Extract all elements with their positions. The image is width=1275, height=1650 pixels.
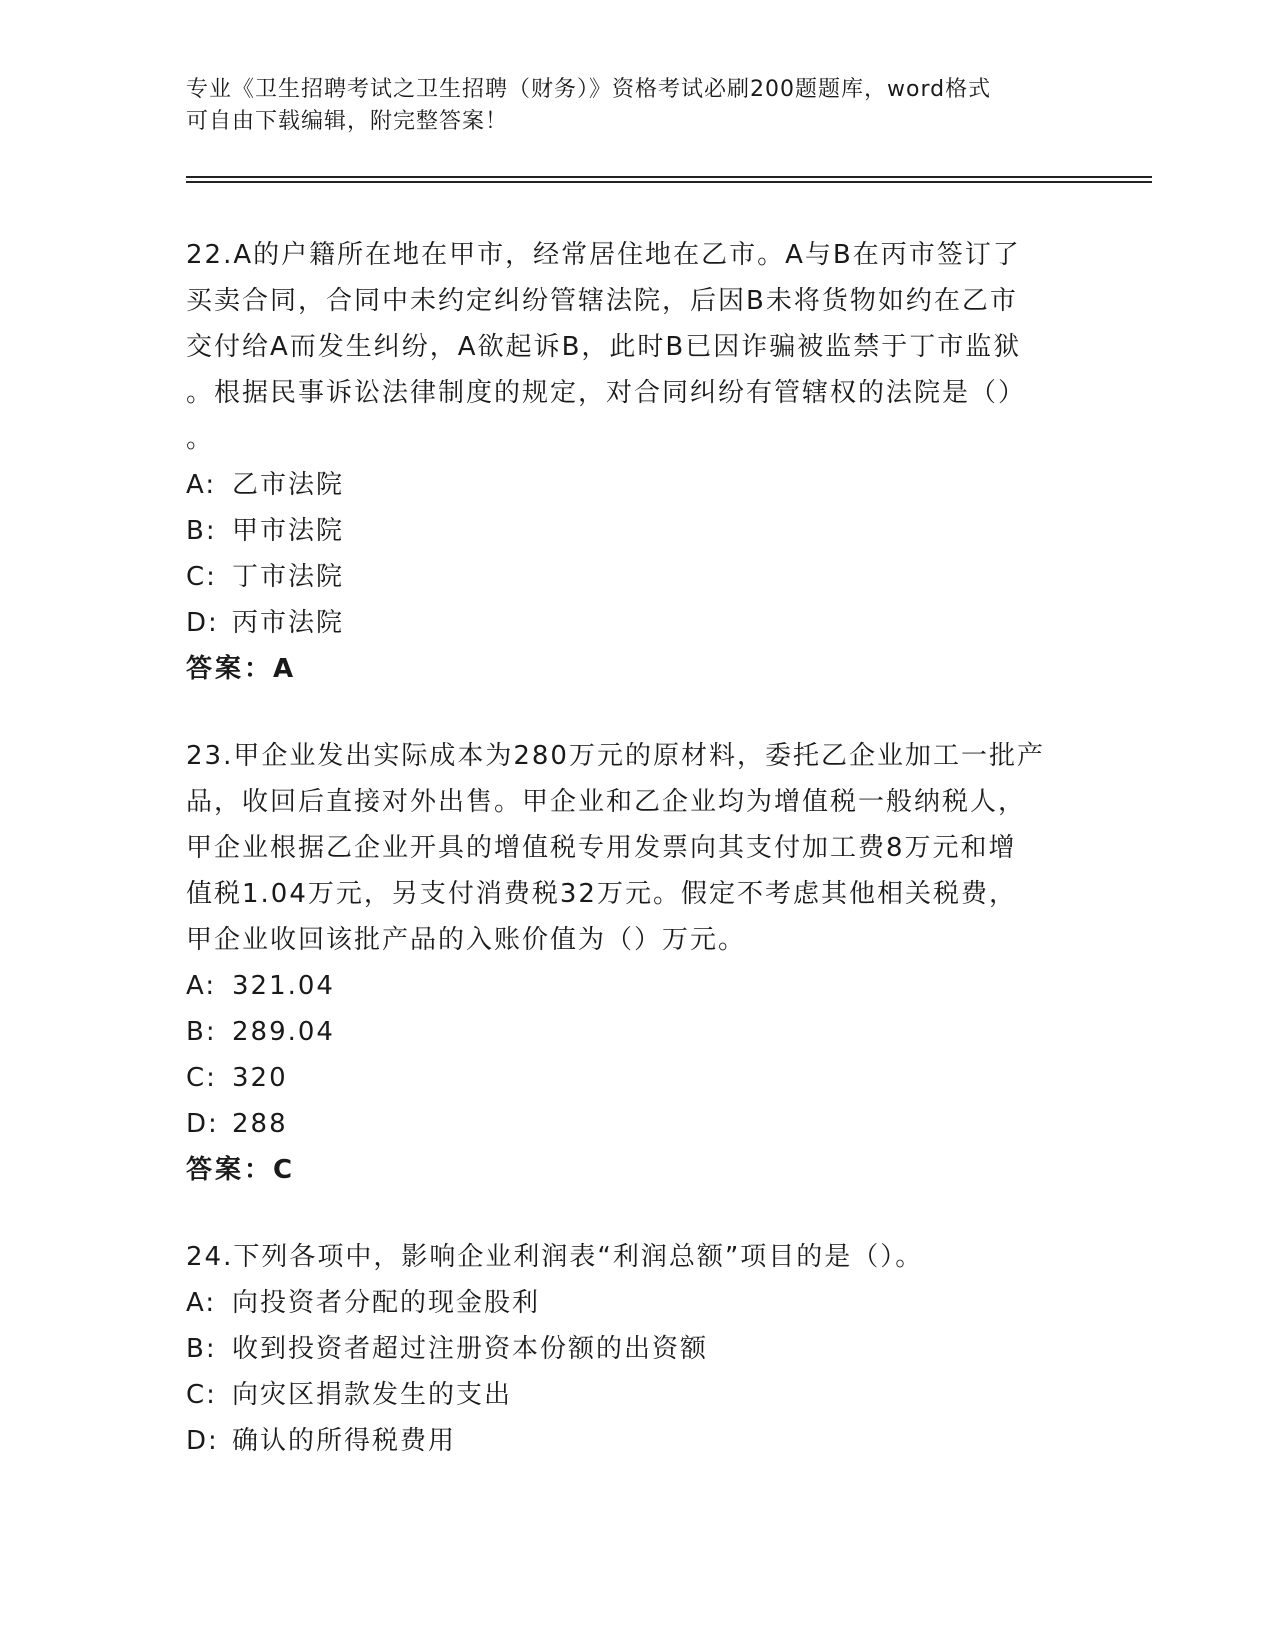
question-stem-line: 22.A的户籍所在地在甲市，经常居住地在乙市。A与B在丙市签订了 <box>186 240 1021 270</box>
option-key: A: <box>186 1288 217 1318</box>
option-c <box>186 1055 1066 1101</box>
option-text: 乙市法院 <box>232 470 345 500</box>
option-text: 向投资者分配的现金股利 <box>232 1288 541 1318</box>
option-key: C: <box>186 1380 217 1410</box>
answer-label: 答案：A <box>186 654 297 684</box>
question-stem-line: 24.下列各项中，影响企业利润表“利润总额”项目的是（）。 <box>186 1242 924 1272</box>
question-stem-line: 甲企业收回该批产品的入账价值为（）万元。 <box>186 925 747 955</box>
header-line-2: 可自由下载编辑，附完整答案！ <box>186 109 509 134</box>
option-a <box>186 963 1066 1009</box>
option-key: C: <box>186 1063 217 1093</box>
question-24 <box>186 1234 1066 1464</box>
option-text: 收到投资者超过注册资本份额的出资额 <box>232 1334 709 1364</box>
option-d <box>186 1418 1066 1464</box>
option-key: D: <box>186 1109 219 1139</box>
option-c <box>186 1372 1066 1418</box>
option-text: 289.04 <box>232 1017 335 1047</box>
option-key: B: <box>186 516 217 546</box>
option-text: 甲市法院 <box>232 516 345 546</box>
option-text: 向灾区捐款发生的支出 <box>232 1380 513 1410</box>
option-key: C: <box>186 562 217 592</box>
option-key: B: <box>186 1017 217 1047</box>
question-stem-line: 。 <box>186 424 215 454</box>
option-text: 321.04 <box>232 971 335 1001</box>
option-key: A: <box>186 971 217 1001</box>
option-b <box>186 508 1066 554</box>
question-stem-line: 甲企业根据乙企业开具的增值税专用发票向其支付加工费8万元和增 <box>186 833 1017 863</box>
header-line-1: 专业《卫生招聘考试之卫生招聘（财务）》资格考试必刷200题题库，word格式 <box>186 77 992 102</box>
option-text: 丙市法院 <box>232 608 345 638</box>
option-key: B: <box>186 1334 217 1364</box>
option-a <box>186 1280 1066 1326</box>
question-stem-line: 值税1.04万元，另支付消费税32万元。假定不考虑其他相关税费， <box>186 879 1017 909</box>
question-23 <box>186 733 1066 1193</box>
option-text: 320 <box>232 1063 288 1093</box>
option-c <box>186 554 1066 600</box>
option-d <box>186 600 1066 646</box>
option-d <box>186 1101 1066 1147</box>
option-a <box>186 462 1066 508</box>
question-stem-line: 23.甲企业发出实际成本为280万元的原材料，委托乙企业加工一批产 <box>186 741 1045 771</box>
option-text: 288 <box>232 1109 288 1139</box>
question-stem-line: 交付给A而发生纠纷，A欲起诉B，此时B已因诈骗被监禁于丁市监狱 <box>186 332 1022 362</box>
answer-label: 答案：C <box>186 1155 296 1185</box>
option-key: D: <box>186 1426 219 1456</box>
question-stem-line: 品，收回后直接对外出售。甲企业和乙企业均为增值税一般纳税人， <box>186 787 1027 817</box>
option-text: 丁市法院 <box>232 562 345 592</box>
question-22 <box>186 232 1066 692</box>
option-b <box>186 1326 1066 1372</box>
option-key: D: <box>186 608 219 638</box>
header-divider-top <box>186 176 1152 178</box>
option-text: 确认的所得税费用 <box>232 1426 457 1456</box>
document-header <box>186 74 1066 138</box>
question-stem-line: 。根据民事诉讼法律制度的规定，对合同纠纷有管辖权的法院是（） <box>186 378 1027 408</box>
question-stem-line: 买卖合同，合同中未约定纠纷管辖法院，后因B未将货物如约在乙市 <box>186 286 1018 316</box>
option-b <box>186 1009 1066 1055</box>
option-key: A: <box>186 470 217 500</box>
header-divider-bottom <box>186 181 1152 183</box>
